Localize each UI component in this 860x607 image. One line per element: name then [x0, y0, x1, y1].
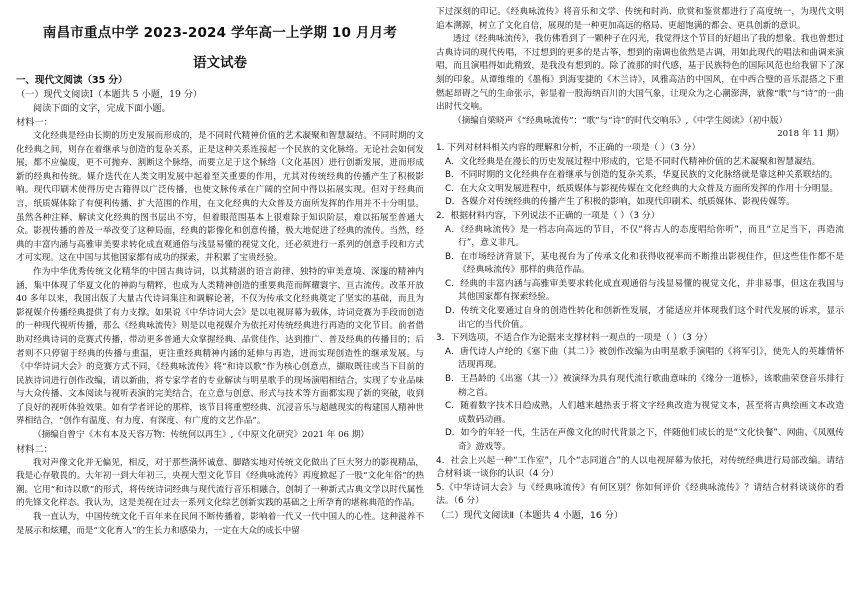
right-column — [436, 6, 844, 523]
option-item: B．不同时期的文化经典存在着继承与创造的复杂关系，华夏民族的文化脉络就是靠这种关系联结的。 — [445, 170, 839, 181]
exam-title: 南昌市重点中学 2023-2024 学年高一上学期 10 月月考 — [42, 25, 398, 41]
question-2: 2．根据材料内容，下列说法不正确的一项是（ ）（3 分） — [436, 210, 660, 221]
option-item: D．各媒介对传统经典的传播产生了积极的影响，如现代印刷术、纸质媒体、影视传媒等。 — [445, 197, 795, 208]
section-heading: 一、现代文阅读（35 分） — [16, 75, 128, 86]
option-item: A．文化经典是在漫长的历史发展过程中形成的，它是不同时代精神价值的艺术凝聚和智慧凝结。 — [445, 156, 821, 167]
question-4: 4．社会上兴起一种“工作室”，几个“志同道合”的人以电视屏幕为依托，对传统经典进行局部改编。请结合材料谈一谈你的认识（4 分） — [436, 455, 844, 480]
paragraph: 文化经典是经由长期的历史发展而形成的，是不同时代精神价值的艺术凝聚和智慧凝结。不同时期的文化经典之间，则存在着继承与创造的复杂关系，正是这种关系连接起一个民族的文化脉络。无论社会如何发展，都不应偏废，更不可抛弃、割断这个脉络，而要立足于这个脉络（文化基因）进行创新发展，进而形成新的经典和传统。媒介迭代在人类文明发展中起着至关重要的作用，尤其对传统经典的传播产生了积极影响。现代印刷术使得历史古籍得以广泛传播，也使文脉传承在广阔的空间中得以拓展实现。但对于经典而言，纸质媒体除了有便利传播、扩大范围的作用，在文化经典的大众普及方面所发挥的作用并不十分明显。虽然各种注释、解读文化经典的图书层出不穷，但着眼范围基本上很难除于知识阶层，难以拓展至普通大众。影视传播的普及一举改变了这种局面，经典的影像化和创意传播，极大地促进了经典的流传。当然，经典的丰富内涵与高雅审美要求转化成直观通俗与浅显易懂的视觉文化，还必须进行一系列的创意手段和方式才可实现。这在中国与其他国家都有成功的探索，并积累了宝贵经验。 — [16, 131, 424, 264]
left-column — [16, 6, 424, 538]
paragraph: 下过深刻的印记。《经典咏流传》将音乐和文学、传统和时尚、欣赏和鉴赏都进行了高度统一，为现代文明追本溯源，树立了文化自信，展现的是一种更加高远的格局、更超饱满的都会、更具创新的意识。 — [436, 7, 844, 31]
option-item: B．王昌龄的《出塞（其一）》被演绎为具有现代流行歌曲意味的《缘分一道桥》，该歌曲荣登音乐排行榜之首。 — [445, 374, 844, 398]
paragraph: 我对声像文化并无偏见，相反，对于那些满怀诚意、脚踏实地对传统文化做出了巨大努力的影视精品，我是心存敬畏的。大年初一到大年初三，央视大型文化节目《经典咏流传》再度掀起了一股“文化年俗”的热潮。它用“和诗以歌”的形式，将传统诗词经典与现代流行音乐相融合，创制了一种新式古典文学以时代属性的先锋文化样态。我认为，这是美视在过去一系列文化综艺创新实践的基础之上所孕育的堪称典范的作品。 — [16, 457, 424, 509]
option-item: A．唐代诗人卢纶的《塞下曲（其二）》被创作改编为由明星歌手演唱的《将军引》，使先人的英雄情怀活现再现。 — [445, 346, 844, 371]
question-3: 3．下列选项，不适合作为论据来支撑材料一观点的一项是（ ）（3 分） — [436, 333, 713, 344]
option-item: B．在市场经济背景下，某电视台为了传承文化和获得收视率而不断推出影视佳作，但这些佳作都不是《经典咏流传》那样的典范作品。 — [445, 251, 844, 276]
option-item: C．在大众文明发展进程中，纸质媒体与影视传媒在文化经典的大众普及方面所发挥的作用十分明显。 — [445, 183, 839, 194]
source-citation: （摘编自曾宁《木有本及天容万物：传统何以再生》,《中原文化研究》2021 年 06 期） — [33, 430, 369, 441]
material-label: 材料二： — [16, 443, 53, 455]
question-5: 5.《中华诗词大会》与《经典咏流传》有何区别？你如何评价《经典咏流传》？请结合材料谈谈你的看法。（6 分） — [436, 482, 844, 507]
paragraph: 我一直认为，中国传统文化千百年来在民间不断传播着，影响着一代又一代中国人的心性。这种滋养不是展示和炫耀，而是“文化育人”的生长力和感染力，一定在大众的成长中留 — [16, 512, 424, 536]
material-label: 材料一： — [16, 117, 53, 128]
option-item: C．随着数字技术日趋成熟，人们越来越热衷于将文字经典改造为视觉文本，甚至将古典绘画文本改造成数码动画。 — [445, 401, 844, 425]
source-citation-date: 2018 年 11 期） — [777, 129, 844, 140]
exam-subtitle: 语文试卷 — [193, 55, 247, 71]
paragraph: 作为中华优秀传统文化精华的中国古典诗词，以其精湛的语言韵律、独特的审美意境、深邃的精神内涵，集中体现了华夏文化的神韵与精粹，也成为人类精神创造的重要典范而辉耀寰宇、亘古流传。改革开放 40 多年以来，我国出版了大量古代诗词集注和调解论著，不仅为传承文化经典奠定了坚实的基础，而且为影视媒介传播经典提供了有力支撑。如果说《中华诗词大会》是以电视屏幕为载体，诗词竞赛为手段而创造的一种现代视听传播，那么《经典咏流传》则是以电视媒介为依托对传统经典进行再造的文化节目。前者借助对经典诗词的竞赛式传播，带动更多普通大众掌握经典、品赏佳作，达到推广、普及经典的传播目的；后者则不只停留于经典的传播与重温，更注重经典精神内涵的延伸与再造，进而实现创造性的继承发展。与《中华诗词大会》的竞赛方式不同，《经典咏流传》将“和诗以歌”作为核心创意点，撷取既往或当下目前的民族诗词进行创作改编，请以新曲，将专家学者的专业解读与明星歌手的现场演唱相结合，实现了专业品味与大众传播、文本阅读与视听表演的完美结合，在立意与创意、形式与技术等方面都实现了新的突破，收到了良好的视听体验效果。如有学者评论的那样，该节目将重塑经典、沉浸音乐与超越现实的构建国人精神世界相结合，“创作有温度、有力度、有深度、有广度的文艺作品”。 — [16, 266, 424, 427]
option-item: A．《经典咏流传》是一档志向高远的节目，不仅“将古人的态度唱给你听”，而且“立足当下，再造流行”，意义非凡。 — [445, 224, 844, 249]
subsection-heading: （一）现代文阅读Ⅰ（本题共 5 小题，19 分） — [16, 89, 203, 100]
paragraph: 透过《经典咏流传》，我仿佛看到了一颗种子在闪光，我觉得这个节目的好超出了我的想象。我也曾想过古典诗词的现代传唱，不过想到的更多的是古筝，想到的南调也依然是古调，用如此现代的唱法和曲调来演唱，而且演唱得如此精致，是我没有想到的。除了流那的时代感，基于民族特色的国际风范也给我留下了深刻的印象。从谭维维的《墨梅》到海雯捷的《木兰诗》，风雅高洁的中国风，在中西合璧的音乐混搭之下重燃起昂碍之气的生命张示，彰显着一股海纳百川的大国气象，让现众为之心潮澎湃，就像“歌”与“诗”的一曲出时代交响。 — [436, 34, 845, 113]
option-item: D．如今的年轻一代，生活在声像文化的时代背景之下，伴随他们成长的是“文化快餐”、网曲、《凤凰传奇》游戏等。 — [445, 428, 844, 452]
option-item: D．传统文化要通过自身的创造性转化和创新性发展，才能适应并体现我们这个时代发展的诉求，显示出它的当代价值。 — [445, 306, 844, 330]
instruction: 阅读下面的文字，完成下面小题。 — [33, 103, 171, 114]
question-1: 1. 下列对材料相关内容的理解和分析，不正确的一项是（ ）（3 分） — [436, 142, 701, 153]
option-item: C．经典的丰富内涵与高雅审美要求转化成直观通俗与浅显易懂的视觉文化，并非易事，但这在我国与其他国家都有探索经验。 — [445, 278, 844, 303]
source-citation: （摘编自梁晓声《“经典咏流传”：“歌”与“诗”的时代交响乐》,《中学生阅读》（初中版） — [453, 115, 788, 126]
subsection-heading: （二）现代文阅读Ⅱ（本题共 4 小题，16 分） — [436, 509, 624, 521]
